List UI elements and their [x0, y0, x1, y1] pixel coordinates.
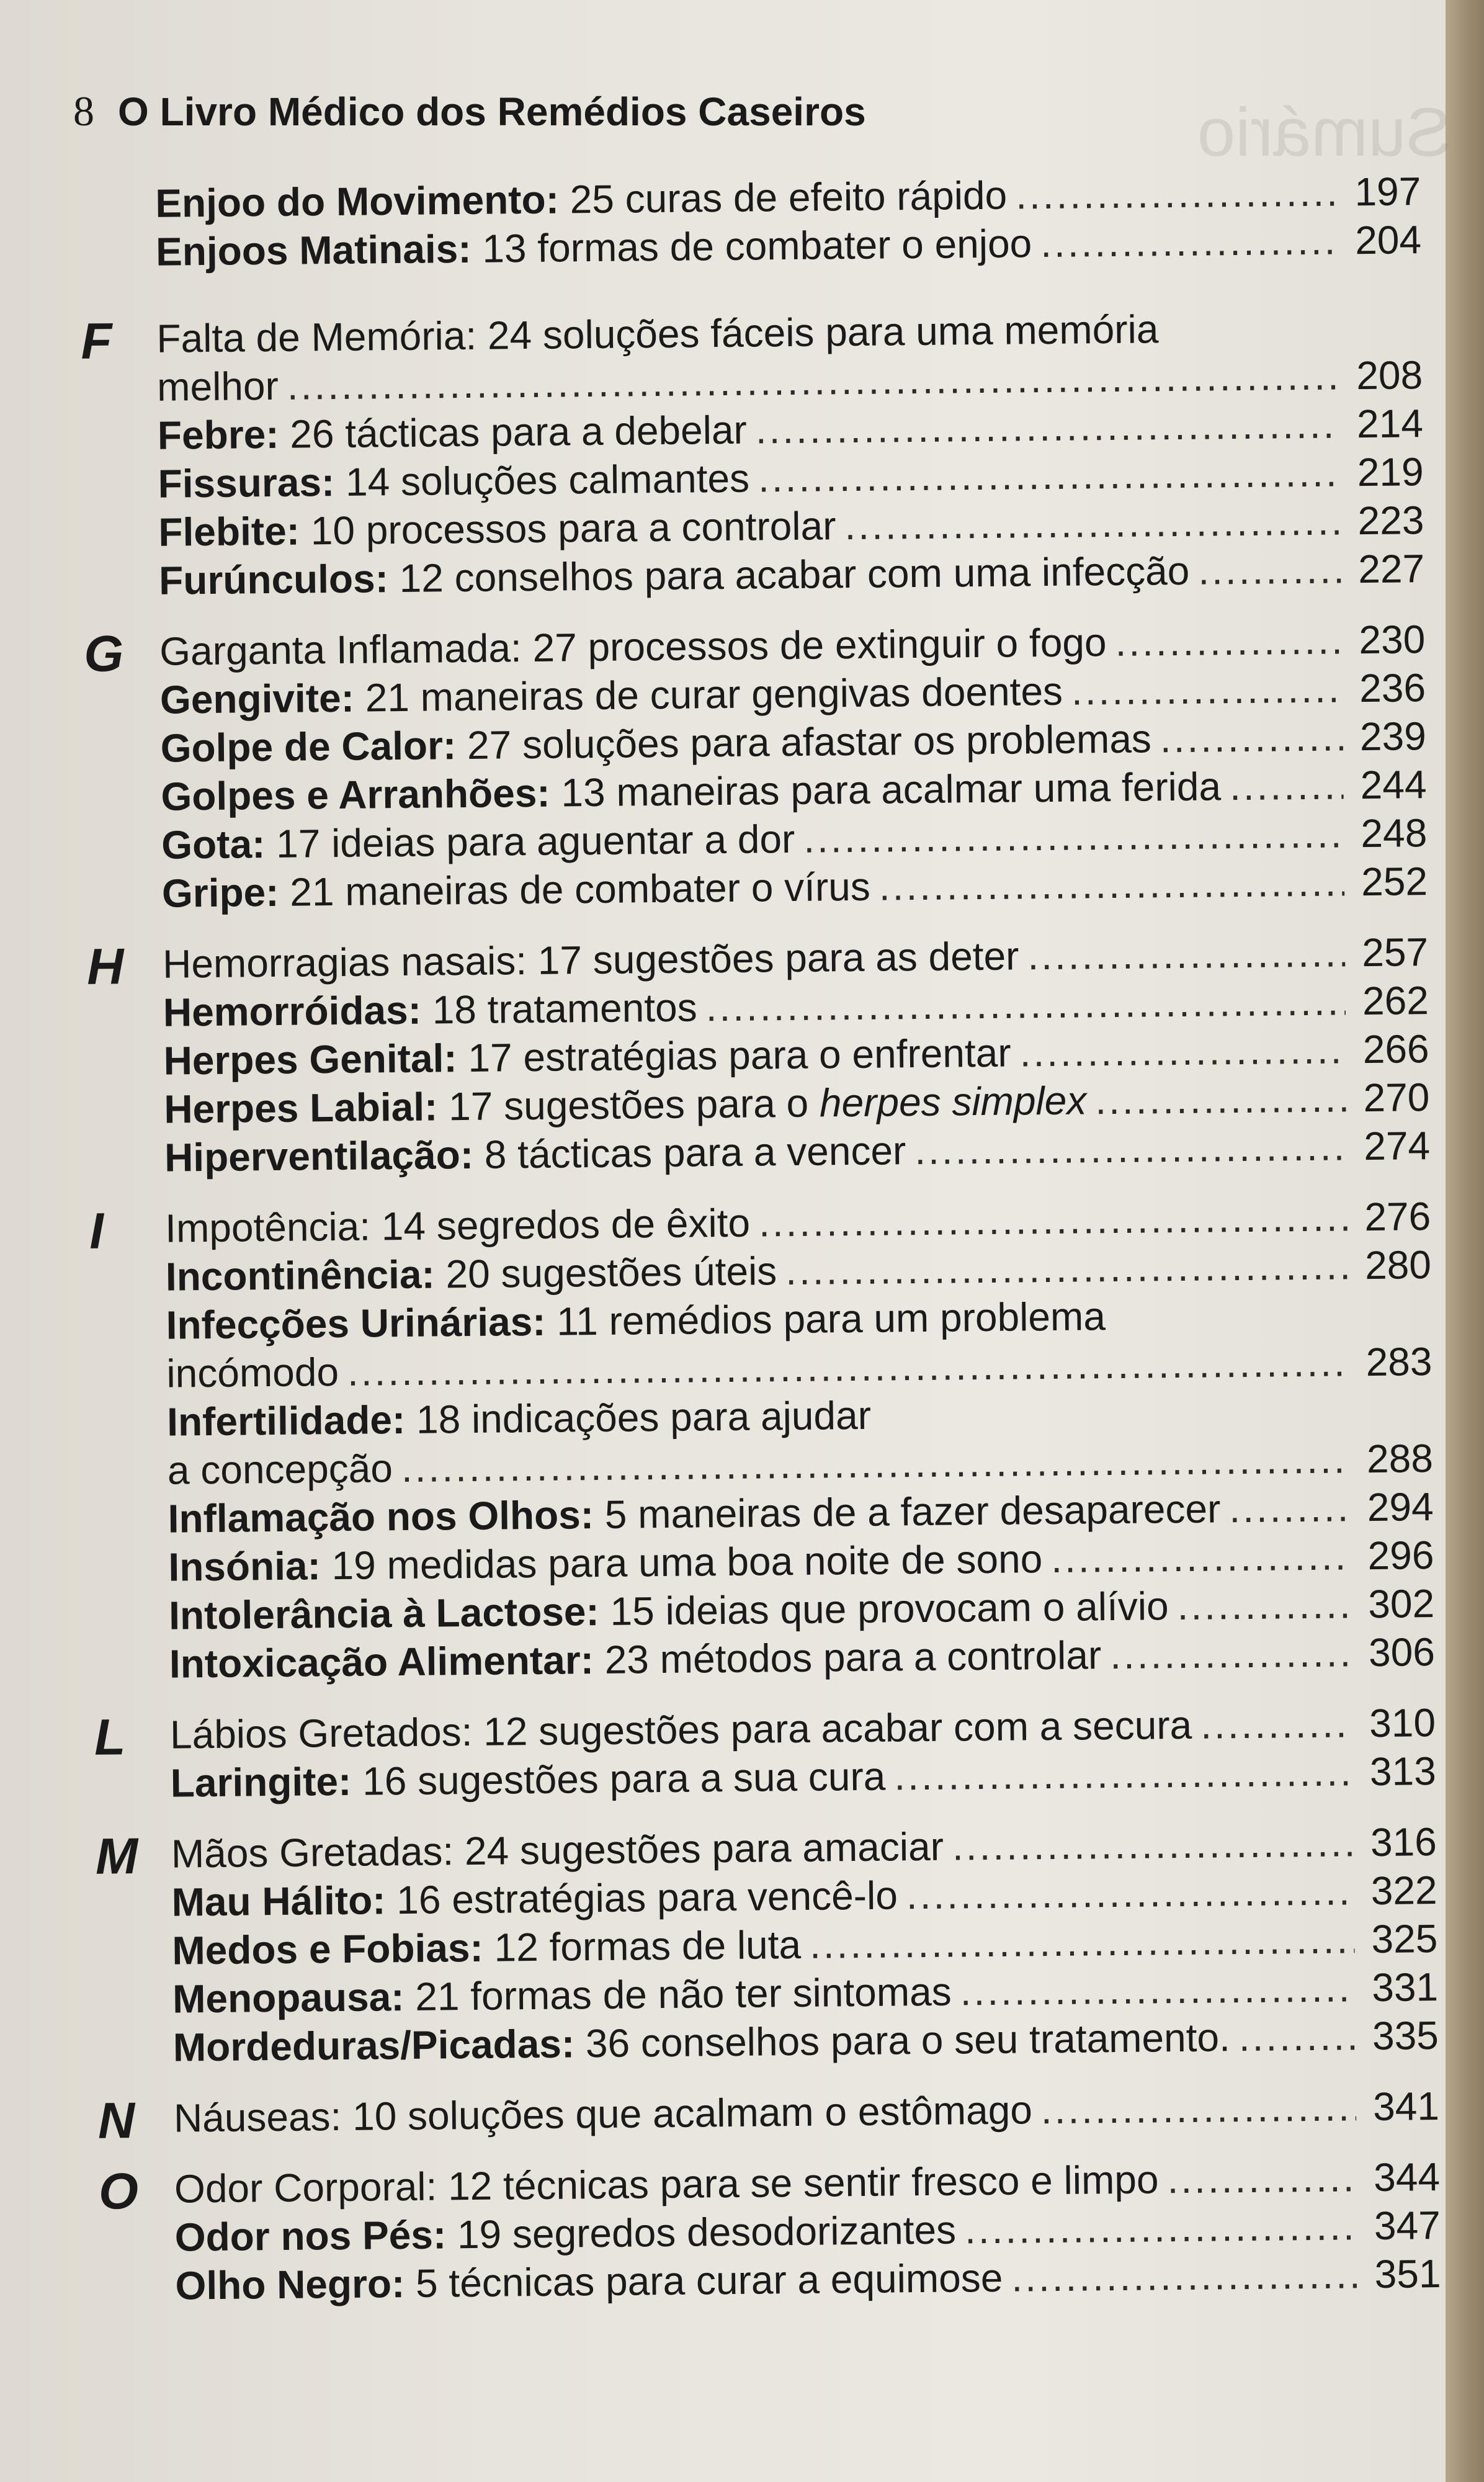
dot-leader [1230, 761, 1344, 810]
dot-leader [1115, 616, 1342, 666]
dot-leader [803, 809, 1344, 862]
entry-label: Febre: [157, 411, 279, 458]
entry-page-number: 344 [1373, 2154, 1441, 2200]
entry-description: 23 métodos para a controlar [604, 1633, 1102, 1682]
entry-page-number: 347 [1374, 2203, 1441, 2249]
entry-description: 15 ideias que provocam o alívio [610, 1584, 1169, 1634]
toc-section [94, 2153, 1447, 2311]
entry-description: Lábios Gretados: 12 sugestões para acabar com a secura [169, 1702, 1192, 1757]
entry-label: Gota: [161, 822, 266, 867]
entry-text [163, 983, 697, 1036]
entry-label: Gengivite: [159, 675, 355, 722]
section-letter: N [97, 2092, 135, 2149]
entry-text [172, 1968, 952, 2023]
entry-page-number: 296 [1367, 1533, 1434, 1579]
entry-page-number: 208 [1356, 352, 1423, 398]
section-letter: H [86, 938, 124, 995]
entry-text [168, 1534, 1042, 1592]
entry-text [160, 667, 1063, 724]
page-header [73, 87, 866, 136]
toc-section [93, 2082, 1446, 2149]
entry-page-number: 335 [1372, 2013, 1439, 2059]
entry-label: Golpe de Calor: [160, 723, 457, 771]
entry-page-number: 283 [1366, 1339, 1433, 1385]
entry-description: Impotência: 14 segredos de êxito [164, 1200, 751, 1251]
section-letter: M [95, 1828, 138, 1885]
entry-label: Olho Negro: [175, 2261, 405, 2308]
dot-leader [844, 496, 1341, 550]
toc-section [76, 302, 1431, 606]
entry-text [175, 2254, 1003, 2310]
entry-description: 17 ideias para aguentar a dor [275, 816, 795, 866]
dot-leader [906, 1866, 1354, 1919]
entry-text [173, 2013, 1231, 2071]
dot-leader [1071, 664, 1343, 715]
dot-leader [810, 1915, 1355, 1968]
entry-text [170, 1752, 885, 1808]
dot-leader [1011, 2250, 1358, 2301]
entry-label: Infecções Urinárias: [166, 1299, 546, 1348]
entry-page-number: 306 [1368, 1629, 1436, 1675]
entry-page-number: 322 [1370, 1868, 1437, 1914]
dot-leader [755, 400, 1340, 454]
entry-description: 13 formas de combater o enjoo [482, 221, 1032, 271]
entry-label: Furúnculos: [158, 556, 389, 603]
entry-description: 10 processos para a controlar [310, 503, 836, 553]
entry-label: Menopausa: [172, 1974, 405, 2022]
entry-description: 17 sugestões para o herpes simplex [448, 1078, 1087, 1129]
dot-leader [1238, 2012, 1356, 2061]
toc-section [74, 167, 1428, 277]
entry-label: Odor nos Pés: [174, 2212, 447, 2260]
toc-section [84, 1192, 1441, 1689]
entry-text [162, 862, 871, 918]
entry-page-number: 197 [1354, 169, 1421, 215]
dot-leader [1016, 168, 1338, 219]
dot-leader [1040, 2082, 1356, 2134]
entry-label: Laringite: [170, 1758, 352, 1806]
entry-description: 18 tratamentos [432, 985, 697, 1033]
entry-label: Gripe: [161, 869, 279, 916]
dot-leader [878, 858, 1344, 910]
entry-description-cont: a concepção [167, 1446, 393, 1493]
entry-label: Hemorróidas: [163, 987, 422, 1035]
entry-page-number: 276 [1364, 1194, 1431, 1240]
entry-page-number: 266 [1362, 1026, 1429, 1072]
entry-page-number: 294 [1367, 1484, 1434, 1530]
entry-text [159, 618, 1107, 676]
entry-label: Infertilidade: [166, 1397, 406, 1445]
dot-leader [1110, 1628, 1352, 1679]
entry-page-number: 288 [1366, 1436, 1434, 1482]
entry-text [166, 1247, 777, 1301]
entry-text [157, 362, 279, 411]
entry-label: Fissuras: [158, 459, 335, 506]
section-letter: L [94, 1709, 126, 1766]
entry-page-number: 270 [1363, 1075, 1430, 1121]
entry-label: Enjoo do Movimento: [155, 177, 560, 226]
page-number: 8 [73, 87, 94, 135]
dot-leader [1040, 216, 1339, 267]
entry-description: 21 formas de não ter sintomas [414, 1969, 952, 2019]
dot-leader [1027, 928, 1345, 980]
toc-section [91, 1817, 1446, 2072]
entry-page-number: 244 [1360, 762, 1427, 808]
entry-description: 27 soluções para afastar os problemas [467, 716, 1152, 768]
entry-description: 11 remédios para um problema [556, 1294, 1106, 1344]
dot-leader [1177, 1580, 1351, 1630]
entry-label: Incontinência: [165, 1252, 436, 1299]
entry-text [165, 1199, 751, 1253]
entry-description: 36 conselhos para o seu tratamento. [585, 2015, 1231, 2066]
dot-leader [914, 1122, 1348, 1175]
entry-label: Hiperventilação: [164, 1132, 474, 1180]
entry-page-number: 313 [1369, 1749, 1437, 1794]
dot-leader [347, 1338, 1349, 1396]
entry-text [159, 547, 1190, 605]
section-letter: G [83, 625, 124, 683]
entry-page-number: 204 [1354, 217, 1422, 263]
table-of-contents [74, 167, 1447, 2333]
dot-leader [894, 1747, 1353, 1800]
dot-leader [1200, 1699, 1353, 1749]
entry-text [166, 1348, 339, 1398]
entry-page-number: 280 [1364, 1242, 1432, 1288]
entry-page-number: 316 [1370, 1819, 1437, 1865]
entry-text [174, 2086, 1033, 2142]
entry-text [155, 171, 1008, 228]
entry-description: Falta de Memória: 24 soluções fáceis para uma memória [156, 307, 1159, 361]
entry-description: 16 sugestões para a sua cura [362, 1754, 886, 1804]
entry-description: 14 soluções calmantes [345, 455, 750, 504]
entry-page-number: 310 [1369, 1700, 1436, 1746]
entry-description: 21 maneiras de combater o vírus [289, 864, 871, 915]
dot-leader [401, 1435, 1351, 1492]
entry-description: Náuseas: 10 soluções que acalmam o estômago [173, 2087, 1033, 2141]
toc-section [89, 1698, 1442, 1808]
entry-text [158, 406, 748, 460]
entry-description: 16 estratégias para vencê-lo [396, 1873, 898, 1923]
entry-description: 26 tácticas para a debelar [289, 407, 748, 457]
entry-text [174, 2155, 1159, 2213]
entry-description: 12 conselhos para acabar com uma infecção [399, 548, 1190, 601]
entry-page-number: 219 [1357, 449, 1424, 495]
entry-description: 8 tácticas para a vencer [484, 1128, 906, 1177]
dot-leader [1160, 712, 1343, 763]
entry-label: Mau Hálito: [171, 1878, 386, 1925]
entry-description: 19 segredos desodorizantes [457, 2207, 957, 2257]
entry-label: Intoxicação Alimentar: [169, 1637, 594, 1687]
entry-page-number: 274 [1363, 1123, 1431, 1169]
dot-leader [1198, 545, 1342, 594]
entry-description: Garganta Inflamada: 27 processos de extinguir o fogo [159, 620, 1107, 674]
entry-page-number: 248 [1361, 810, 1428, 856]
entry-description: 20 sugestões úteis [445, 1248, 777, 1297]
entry-description: 19 medidas para uma boa noite de sono [331, 1536, 1043, 1588]
entry-text [164, 1126, 906, 1181]
entry-page-number: 351 [1374, 2251, 1441, 2297]
entry-description: Hemorragias nasais: 17 sugestões para as deter [162, 933, 1019, 987]
entry-text [164, 1076, 1087, 1133]
toc-section [79, 615, 1434, 918]
entry-page-number: 223 [1357, 498, 1424, 544]
entry-text [158, 501, 836, 556]
dot-leader [1051, 1531, 1351, 1583]
dot-leader [785, 1241, 1348, 1295]
dot-leader [758, 448, 1341, 502]
section-letter: F [81, 313, 113, 370]
section-letter: O [98, 2163, 139, 2220]
entry-description: Odor Corporal: 12 técnicas para se sentir fresco e limpo [174, 2157, 1159, 2211]
entry-text [174, 2206, 956, 2262]
entry-description: 5 técnicas para curar a equimose [415, 2255, 1003, 2306]
entry-page-number: 325 [1371, 1916, 1438, 1962]
entry-label: Herpes Genital: [163, 1036, 457, 1083]
entry-page-number: 252 [1361, 859, 1428, 905]
entry-label: Enjoos Matinais: [155, 226, 472, 274]
entry-page-number: 257 [1361, 930, 1429, 975]
entry-label: Golpes e Arranhões: [161, 770, 550, 819]
entry-description: 18 indicações para ajudar [416, 1392, 872, 1442]
entry-page-number: 236 [1359, 665, 1426, 711]
entry-page-number: 262 [1362, 978, 1429, 1024]
entry-description: 13 maneiras para acalmar uma ferida [561, 764, 1222, 815]
entry-label: Insónia: [168, 1543, 321, 1590]
dot-leader [1019, 1025, 1346, 1077]
entry-description-cont: incómodo [166, 1350, 339, 1396]
entry-text [172, 1920, 801, 1975]
dot-leader [1229, 1483, 1351, 1533]
entry-text [163, 931, 1019, 988]
bleed-through-text: Sumário [1197, 94, 1452, 171]
entry-text [171, 1871, 898, 1926]
entry-text [169, 1631, 1102, 1688]
entry-label: Intolerância à Lactose: [168, 1588, 600, 1638]
entry-page-number: 341 [1372, 2084, 1440, 2130]
toc-section [82, 928, 1437, 1183]
book-title: O Livro Médico dos Remédios Caseiros [118, 89, 866, 134]
dot-leader [1167, 2153, 1357, 2203]
entry-text [158, 454, 749, 508]
entry-description: 21 maneiras de curar gengivas doentes [365, 668, 1063, 720]
entry-text [163, 1029, 1011, 1085]
entry-page-number: 302 [1368, 1581, 1435, 1627]
entry-label: Inflamação nos Olhos: [168, 1492, 594, 1541]
entry-text [171, 1822, 944, 1878]
entry-description: Mãos Gretadas: 24 sugestões para amaciar [171, 1824, 944, 1876]
dot-leader [952, 1818, 1354, 1870]
dot-leader [705, 977, 1346, 1031]
section-letter: I [89, 1203, 104, 1260]
entry-text [161, 815, 795, 869]
entry-description: 5 maneiras de a fazer desaparecer [604, 1486, 1221, 1537]
entry-description-cont: melhor [156, 363, 279, 410]
page-edge [1446, 0, 1484, 2482]
dot-leader [759, 1193, 1348, 1247]
entry-page-number: 230 [1359, 617, 1426, 663]
dot-leader [965, 2202, 1357, 2254]
entry-text [156, 219, 1032, 276]
dot-leader [1095, 1073, 1347, 1124]
entry-description: 25 curas de efeito rápido [570, 172, 1008, 222]
entry-description: 12 formas de luta [494, 1922, 802, 1970]
entry-page-number: 227 [1357, 546, 1425, 592]
entry-label: Mordeduras/Picadas: [172, 2021, 575, 2070]
entry-label: Flebite: [158, 508, 300, 555]
entry-page-number: 239 [1359, 714, 1427, 759]
entry-label: Medos e Fobias: [172, 1925, 484, 1973]
dot-leader [960, 1963, 1355, 2015]
toc-entry [174, 2082, 1446, 2143]
entry-text [168, 1444, 393, 1494]
entry-label: Herpes Labial: [164, 1084, 438, 1132]
entry-page-number: 331 [1371, 1965, 1439, 2010]
entry-description: 17 estratégias para o enfrentar [468, 1030, 1011, 1080]
entry-page-number: 214 [1356, 401, 1424, 447]
